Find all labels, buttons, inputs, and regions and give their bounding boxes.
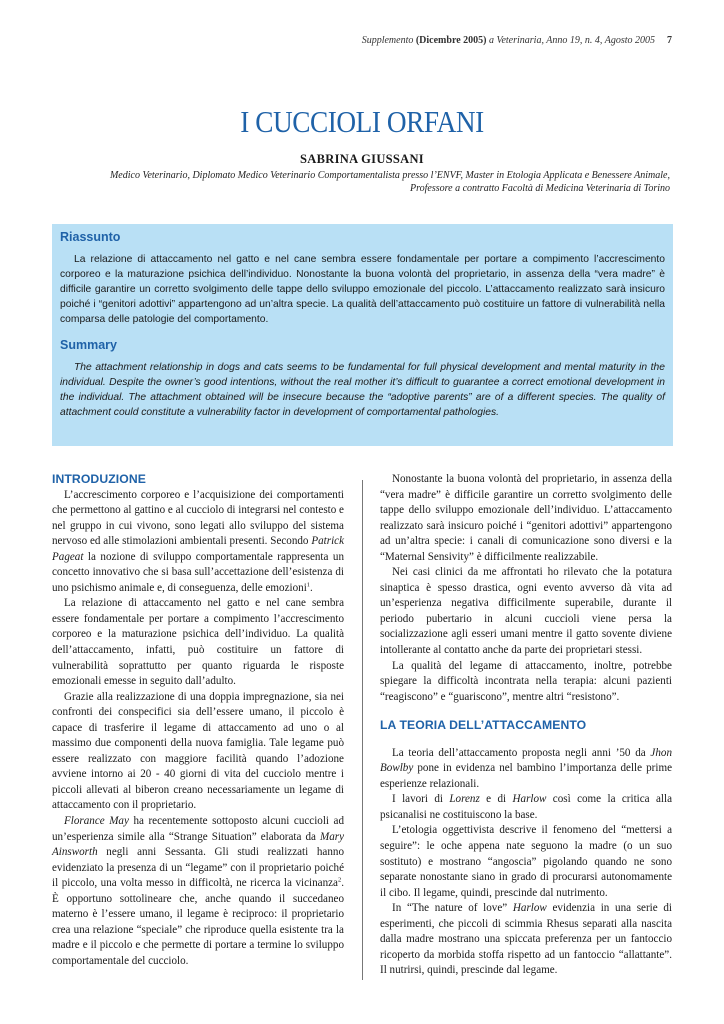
teoria-paragraph-3: L’etologia oggettivista descrive il fenomeno del “mettersi a seguire”: le oche appena nate seguono la madre (o un suo sostituto) e mostrano “angoscia” pigolando quando ne sono separate nonostante siano in grado di procurarsi autonomamente il cibo. Il legame, quindi, prescinde dal nutrimento. [380,824,672,899]
riassunto-text: La relazione di attaccamento nel gatto e nel cane sembra essere fondamentale per portare a compimento l’accrescimento corporeo e la maturazione psichica dell’individuo. Nonostante la buona volontà del proprietario, in assenza della “vera madre” è difficile garantire un corretto svolgimento delle tappe dello sviluppo emozionale del piccolo. L’attaccamento realizzato sarà insicuro poiché i “genitori adottivi” appartengono ad un’altra specie. La qualità dell’attaccamento può costituire un fattore di vulnerabilità nella comparsa delle patologie del comportamento. [60,254,665,325]
summary-text: The attachment relationship in dogs and cats seems to be fundamental for full physical development and mental maturity in the individual. Despite the owner’s good intentions, without the real mother it’s difficult to guarantee a correct emotional development in the individual. The attachment obtained will be insecure because the “adoptive parents” are of a different species. The quality of attachment could constitute a vulnerability factor in development of comportamental pathologies. [60,362,665,418]
author-name: SABRINA GIUSSANI [300,152,424,166]
right-column [380,472,672,979]
right-paragraph-2: Nei casi clinici da me affrontati ho rilevato che la potatura sinaptica è spesso drastica, ogni evento avverso dà vita ad un’esperienza negativa difficilmente superabile, durante il periodo pubertario in alcuni cuccioli viene persa la socializzazione agli esseri umani mentre il gatto sovente diviene intollerante al contatto anche da parte dei proprietari stessi. [380,566,672,657]
affiliation-line-1: Medico Veterinario, Diplomato Medico Veterinario Comportamentalista presso l’ENVF, Master in Etologia Applicata e Benessere Animale, [109,170,670,181]
header-issue: (Dicembre 2005) [415,35,487,46]
summary-heading: Summary [60,338,117,352]
article-title: I CUCCIOLI ORFANI [240,104,484,139]
author-ref-ainsworth: Mary Ainsworth [52,830,344,859]
page-number: 7 [667,35,672,46]
abstract-box [52,224,673,446]
right-paragraph-1: Nonostante la buona volontà del proprietario, in assenza della “vera madre” è difficile garantire un corretto svolgimento delle tappe dello sviluppo emozionale dell’individuo. L’attaccamento realizzato sarà insicuro poiché i “genitori adottivi” appartengono ad un’altra specie: i canali di comunicazione sono diversi e la “Maternal Sensivity” è difficilmente realizzabile. [380,473,672,563]
riassunto-heading: Riassunto [60,230,121,244]
author-ref-bowlby: Jhon Bowlby [380,746,672,775]
author-ref-harlow-2: Harlow [512,902,547,915]
header-prefix: Supplemento [361,35,414,46]
column-divider [362,480,363,980]
author-ref-pageat: Patrick Pageat [52,535,344,563]
teoria-paragraph-1: La teoria dell’attaccamento proposta negli anni ’50 da Jhon Bowlby pone in evidenza nel bambino l’importanza delle prime esperienze relazionali. [380,746,672,790]
author-affiliation [40,169,670,195]
section-heading-teoria: LA TEORIA DELL’ATTACCAMENTO [380,718,587,733]
author-ref-lorenz: Lorenz [449,793,480,806]
footnote-ref-1: 1 [306,581,311,589]
teoria-paragraph-2: I lavori di Lorenz e di Harlow così come la critica alla psicanalisi ne costituiscono la base. [380,793,672,821]
teoria-paragraph-4: In “The nature of love” Harlow evidenzia in una serie di esperimenti, che piccoli di scimmia Rhesus separati alla nascita dalla madre mostrano una spiccata preferenza per un fantoccio ricoperto da morbida stoffa rispetto ad un fantoccio “allattante”. Il nutrirsi, quindi, prescinde dal legame. [380,902,672,977]
author-ref-harlow: Harlow [512,793,547,806]
header-journal: a Veterinaria, Anno 19, n. 4, Agosto 2005 [488,35,655,46]
left-column [52,472,344,970]
affiliation-line-2: Professore a contratto Facoltà di Medicina Veterinaria di Torino [410,183,670,194]
intro-paragraph-3: Grazie alla realizzazione di una doppia impregnazione, sia nei confronti dei conspecifici sia dell’essere umano, il piccolo è capace di trasferire il legame di attaccamento ad uno o al massimo due componenti della nuova famiglia. Tale legame può essere realizzato con maggiore facilità quando l’adozione avviene intorno ai 20 - 40 giorni di vita del cucciolo mentre i piccoli allevati al biberon creano necessariamente un legame di attaccamento con il proprietario. [52,690,344,812]
running-header [0,35,672,46]
right-paragraph-3: La qualità del legame di attaccamento, inoltre, potrebbe spiegare la difficoltà incontrata nella terapia: alcuni pazienti “reagiscono” e “guariscono”, mentre altri “resistono”. [380,659,672,703]
footnote-ref-2: 2 [337,876,342,884]
intro-paragraph-4: Florance May ha recentemente sottoposto alcuni cuccioli ad un’esperienza simile alla “Strange Situation” elaborata da Mary Ainsworth negli anni Sessanta. Gli studi realizzati hanno evidenziato la presenza di un “legame” con il proprietario poiché il piccolo, una volta messo in difficoltà, ne ricerca la vicinanza$^2$. È opportuno sottolineare che, anche quando il succedaneo materno è l’essere umano, il legame è reciproco: il proprietario crea una relazione “speciale” che riproduce quella esistente tra la madre e il piccolo e che permette di portare a termine lo sviluppo comportamentale del cucciolo. [52,815,345,967]
section-heading-introduzione: INTRODUZIONE [52,472,146,486]
intro-paragraph-1: L’accrescimento corporeo e l’acquisizione dei comportamenti che permettono al gattino e al cucciolo di integrarsi nel contesto e nel gruppo in cui vivono, sono legati allo sviluppo del sistema nervoso ed alle stimolazioni ambientali presenti. Secondo Patrick Pageat la nozione di sviluppo comportamentale rappresenta un concetto innovativo che si basa sull’accettazione dell’esistenza di uno psichismo animale e, di conseguenza, delle emozioni$^1$. [52,488,344,594]
author-ref-may: Florance May [64,815,129,828]
intro-paragraph-2: La relazione di attaccamento nel gatto e nel cane sembra essere fondamentale per portare a compimento l’accrescimento corporeo e la maturazione psichica dell’individuo. La qualità dell’attaccamento, infatti, può costituire un fattore di vulnerabilità soprattutto per quanto riguarda le risposte emozionali emesse in seguito dall’adulto. [52,597,344,688]
